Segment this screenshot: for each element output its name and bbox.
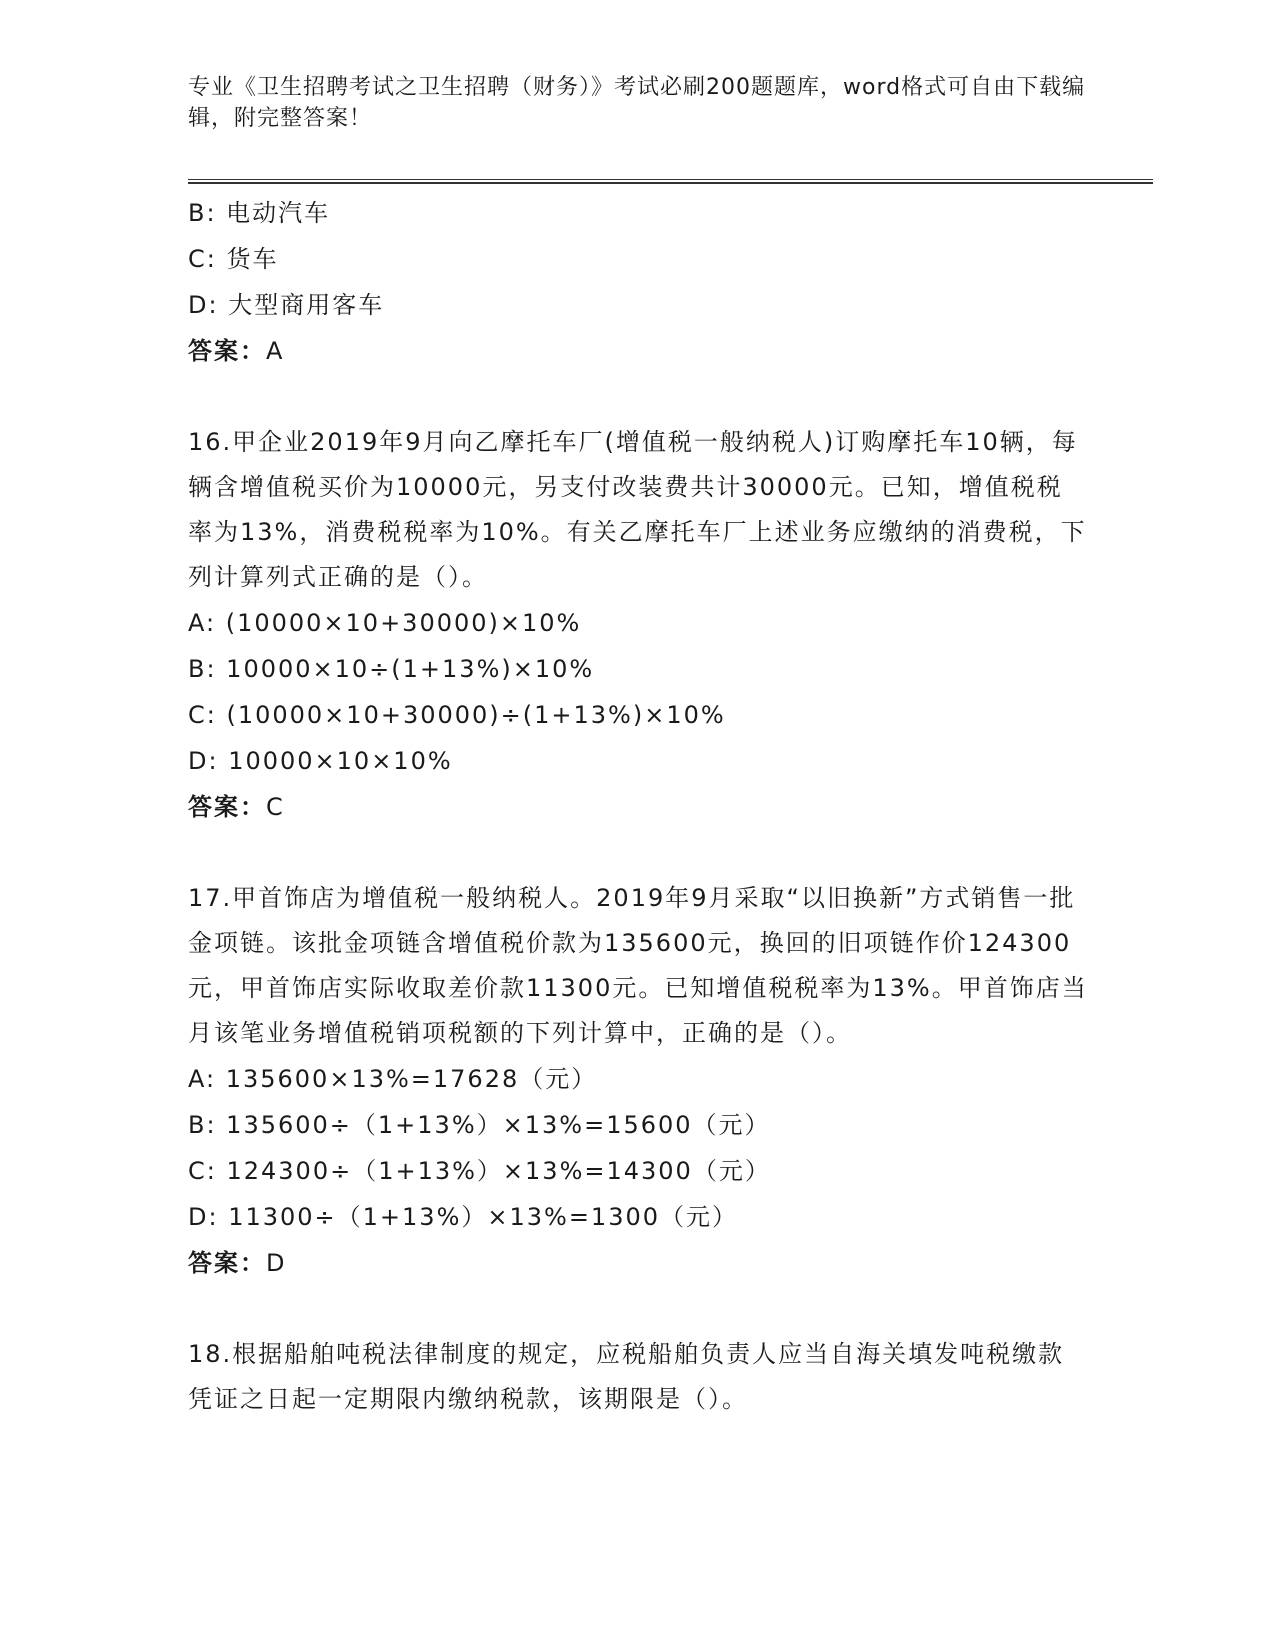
question-gap	[188, 830, 1088, 876]
question-block-16	[188, 420, 1088, 830]
question-stem: 16.甲企业2019年9月向乙摩托车厂(增值税一般纳税人)订购摩托车10辆，每辆含增值税买价为10000元，另支付改装费共计30000元。已知，增值税税率为13%，消费税税率为10%。有关乙摩托车厂上述业务应缴纳的消费税，下列计算列式正确的是（）。	[188, 428, 1087, 591]
answer-value: A	[266, 337, 285, 365]
question-block-15	[188, 190, 1088, 374]
answer-line	[188, 328, 1088, 374]
answer-line	[188, 784, 1088, 830]
option-d: D: 10000×10×10%	[188, 747, 453, 775]
question-block-17	[188, 876, 1088, 1286]
option-b: B: 10000×10÷(1+13%)×10%	[188, 655, 595, 683]
question-stem: 17.甲首饰店为增值税一般纳税人。2019年9月采取“以旧换新”方式销售一批金项链。该批金项链含增值税价款为135600元，换回的旧项链作价124300元，甲首饰店实际收取差价款11300元。已知增值税税率为13%。甲首饰店当月该笔业务增值税销项税额的下列计算中，正确的是（）。	[188, 884, 1088, 1047]
page-header-title: 专业《卫生招聘考试之卫生招聘（财务）》考试必刷200题题库，word格式可自由下载编辑，附完整答案！	[188, 75, 1086, 131]
option-a: A: 135600×13%=17628（元）	[188, 1065, 598, 1093]
document-body	[188, 190, 1088, 1422]
option-b: B: 135600÷（1+13%）×13%=15600（元）	[188, 1111, 771, 1139]
answer-line	[188, 1240, 1088, 1286]
option-d: D: 大型商用客车	[188, 291, 385, 319]
question-gap	[188, 1286, 1088, 1332]
question-block-18	[188, 1332, 1088, 1422]
answer-value: C	[266, 793, 285, 821]
answer-label: 答案：	[188, 337, 266, 365]
answer-value: D	[266, 1249, 287, 1277]
answer-label: 答案：	[188, 1249, 266, 1277]
option-c: C: (10000×10+30000)÷(1+13%)×10%	[188, 701, 726, 729]
answer-label: 答案：	[188, 793, 266, 821]
option-c: C: 货车	[188, 245, 279, 273]
header-divider	[188, 179, 1153, 184]
question-stem: 18.根据船舶吨税法律制度的规定，应税船舶负责人应当自海关填发吨税缴款凭证之日起一定期限内缴纳税款，该期限是（）。	[188, 1340, 1065, 1413]
option-d: D: 11300÷（1+13%）×13%=1300（元）	[188, 1203, 739, 1231]
option-b: B: 电动汽车	[188, 199, 331, 227]
option-c: C: 124300÷（1+13%）×13%=14300（元）	[188, 1157, 771, 1185]
option-a: A: (10000×10+30000)×10%	[188, 609, 582, 637]
question-gap	[188, 374, 1088, 420]
